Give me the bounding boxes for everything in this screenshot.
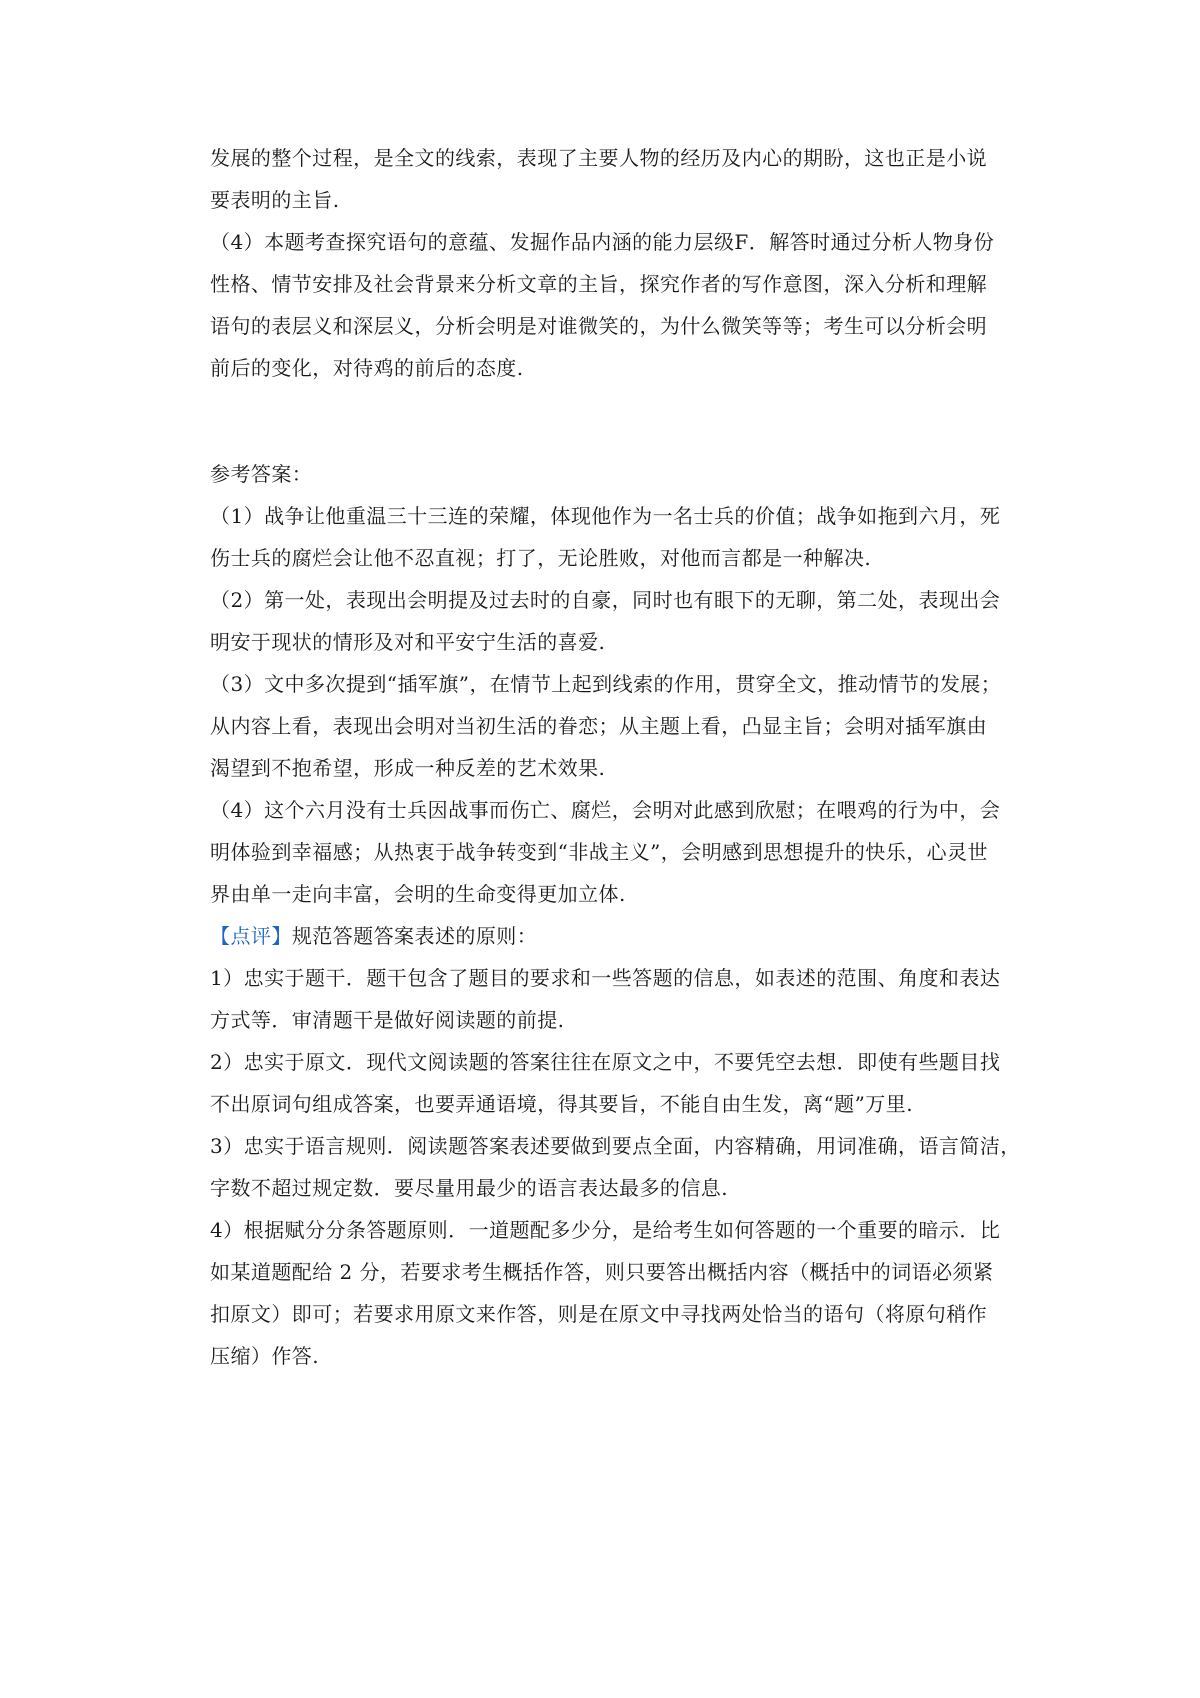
- answer-4-line-1: （4）这个六月没有士兵因战事而伤亡、腐烂，会明对此感到欣慰；在喂鸡的行为中，会: [210, 798, 1001, 822]
- comment-intro: 规范答题答案表述的原则：: [291, 924, 538, 948]
- document-page: [210, 142, 1022, 1372]
- answer-3-line-2: 从内容上看，表现出会明对当初生活的眷恋；从主题上看，凸显主旨；会明对插军旗由: [210, 714, 988, 738]
- rule-3-line-1: 3）忠实于语言规则．阅读题答案表述要做到要点全面，内容精确，用词准确，语言简洁，: [210, 1134, 1021, 1158]
- reference-answer-heading: 参考答案：: [210, 462, 313, 486]
- answer-3-line-3: 渴望到不抱希望，形成一种反差的艺术效果.: [210, 756, 606, 780]
- analysis-part4-line-1: （4）本题考查探究语句的意蕴、发掘作品内涵的能力层级F．解答时通过分析人物身份: [210, 230, 995, 254]
- rule-3-line-2: 字数不超过规定数．要尽量用最少的语言表达最多的信息.: [210, 1176, 729, 1200]
- comment-tag: 【点评】: [210, 924, 292, 948]
- analysis-part4-line-3: 语句的表层义和深层义，分析会明是对谁微笑的，为什么微笑等等；考生可以分析会明: [210, 314, 988, 338]
- rule-4-line-2: 如某道题配给 2 分，若要求考生概括作答，则只要答出概括内容（概括中的词语必须紧: [210, 1260, 994, 1284]
- answer-1-line-1: （1）战争让他重温三十三连的荣耀，体现他作为一名士兵的价值；战争如拖到六月，死: [210, 504, 1001, 528]
- answer-4-line-2: 明体验到幸福感；从热衷于战争转变到“非战主义”，会明感到思想提升的快乐，心灵世: [210, 840, 988, 864]
- analysis-part4-line-4: 前后的变化，对待鸡的前后的态度.: [210, 356, 524, 380]
- rule-4-line-1: 4）根据赋分分条答题原则．一道题配多少分，是给考生如何答题的一个重要的暗示．比: [210, 1218, 1001, 1242]
- rule-2-line-1: 2）忠实于原文．现代文阅读题的答案往往在原文之中，不要凭空去想．即使有些题目找: [210, 1050, 1001, 1074]
- answer-2-line-2: 明安于现状的情形及对和平安宁生活的喜爱.: [210, 630, 606, 654]
- comment-intro-line: [210, 920, 1022, 952]
- answer-1-line-2: 伤士兵的腐烂会让他不忍直视；打了，无论胜败，对他而言都是一种解决.: [210, 546, 872, 570]
- rule-1-line-1: 1）忠实于题干．题干包含了题目的要求和一些答题的信息，如表述的范围、角度和表达: [210, 966, 1001, 990]
- rule-2-line-2: 不出原词句组成答案，也要弄通语境，得其要旨，不能自由生发，离“题”万里.: [210, 1092, 914, 1116]
- analysis-part4-line-2: 性格、情节安排及社会背景来分析文章的主旨，探究作者的写作意图，深入分析和理解: [210, 272, 988, 296]
- rule-1-line-2: 方式等．审清题干是做好阅读题的前提.: [210, 1008, 565, 1032]
- answer-2-line-1: （2）第一处，表现出会明提及过去时的自豪，同时也有眼下的无聊，第二处，表现出会: [210, 588, 1001, 612]
- rule-4-line-3: 扣原文）即可；若要求用原文来作答，则是在原文中寻找两处恰当的语句（将原句稍作: [210, 1302, 988, 1326]
- answer-3-line-1: （3）文中多次提到“插军旗”，在情节上起到线索的作用，贯穿全文，推动情节的发展；: [210, 672, 1002, 696]
- analysis-continued-line-1: 发展的整个过程，是全文的线索，表现了主要人物的经历及内心的期盼，这也正是小说: [210, 146, 988, 170]
- rule-4-line-4: 压缩）作答.: [210, 1344, 320, 1368]
- answer-4-line-3: 界由单一走向丰富，会明的生命变得更加立体.: [210, 882, 626, 906]
- analysis-continued-line-2: 要表明的主旨.: [210, 188, 340, 212]
